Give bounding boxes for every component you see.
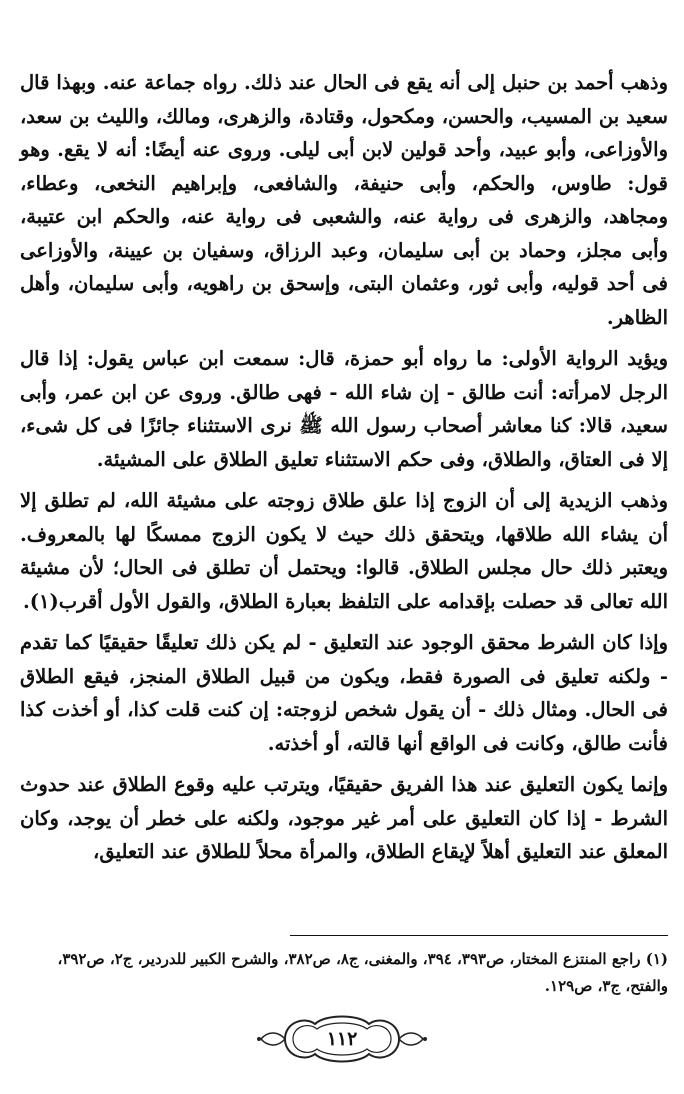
footnote: (١) راجع المنتزع المختار، ص٣٩٣، ٣٩٤، والمغنى، ج٨، ص٣٨٢، والشرح الكبير للدردير، ج٢، ص٣٩٢، والفتح، ج٣، ص١٢٩. (57, 950, 668, 995)
page-body (20, 66, 668, 877)
page-number: ١١٢ (326, 1028, 358, 1050)
paragraph-4: وإذا كان الشرط محقق الوجود عند التعليق - لم يكن ذلك تعليقًا حقيقيًا كما تقدم - ولكنه تعليق فى الصورة فقط، ويكون من قبيل الطلاق المنجز، فيقع الطلاق فى الحال. ومثال ذلك - أن يقول شخص لزوجته: إن كنت قلت كذا، أو أخذت كذا فأنت طالق، وكانت فى الواقع أنها قالته، أو أخذته. (20, 631, 668, 755)
paragraph-5: وإنما يكون التعليق عند هذا الفريق حقيقيًا، ويترتب عليه وقوع الطلاق عند حدوث الشرط - إذا كان التعليق على أمر غير موجود، ولكنه على خطر أن يوجد، وكان المعلق عند التعليق أهلاً لإيقاع الطلاق، والمرأة محلاً للطلاق عند التعليق، (20, 773, 668, 863)
paragraph-3: وذهب الزيدية إلى أن الزوج إذا علق طلاق زوجته على مشيئة الله، لم تطلق إلا أن يشاء الله طلاقها، ويتحقق ذلك حيث لا يكون الزوج ممسكًا لها بالمعروف. ويعتبر ذلك حال مجلس الطلاق. قالوا: ويحتمل أن تطلق فى الحال؛ لأن مشيئة الله تعالى قد حصلت بإقدامه على التلفظ بعبارة الطلاق، والقول الأول أقرب(١). (20, 489, 668, 613)
paragraph-2: ويؤيد الرواية الأولى: ما رواه أبو حمزة، قال: سمعت ابن عباس يقول: إذا قال الرجل لامرأته: أنت طالق - إن شاء الله - فهى طالق. وروى عن ابن عمر، وأبى سعيد، قالا: كنا معاشر أصحاب رسول الله ﷺ نرى الاستثناء جائزًا فى كل شىء، إلا فى العتاق، والطلاق، وفى حكم الاستثناء تعليق الطلاق على المشيئة. (20, 347, 668, 471)
footnote-divider (290, 935, 668, 936)
page-number-ornament (255, 1010, 429, 1068)
paragraph-1: وذهب أحمد بن حنبل إلى أنه يقع فى الحال عند ذلك. رواه جماعة عنه. وبهذا قال سعيد بن المسيب، والحسن، ومكحول، وقتادة، والزهرى، ومالك، والليث بن سعد، والأوزاعى، وأبو عبيد، وأحد قولين لابن أبى ليلى. وروى عنه أيضًا: أنه لا يقع. وهو قول: طاوس، والحكم، وأبى حنيفة، والشافعى، وإبراهيم النخعى، وعطاء، ومجاهد، والزهرى فى رواية عنه، والشعبى فى رواية عنه، والحكم ابن عتيبة، وأبى مجلز، وحماد بن أبى سليمان، وعبد الرزاق، وسفيان بن عيينة، والأوزاعى فى أحد قوليه، وأبى ثور، وعثمان البتى، وإسحق بن راهويه، وأبى سليمان، وأهل الظاهر. (20, 71, 668, 329)
